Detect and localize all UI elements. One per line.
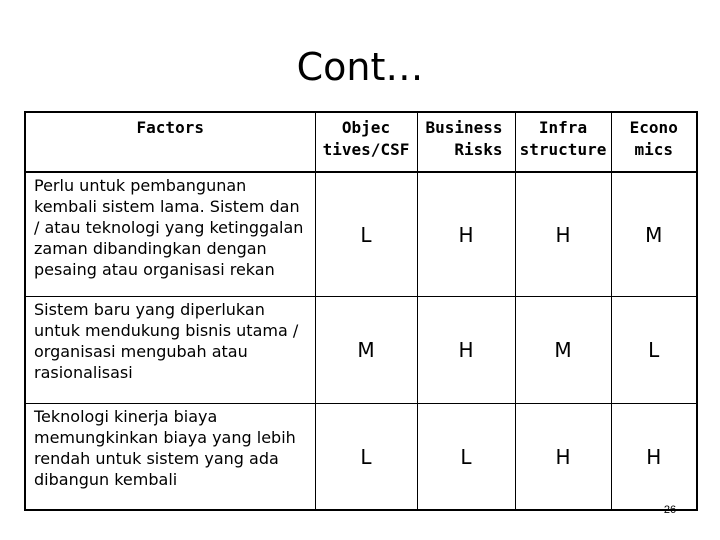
rating-infrastructure: H — [515, 404, 611, 511]
rating-economics: H — [611, 404, 697, 511]
slide-title: Cont… — [296, 45, 424, 89]
factors-table — [24, 111, 698, 511]
rating-economics: L — [611, 297, 697, 404]
header-objectives — [315, 112, 417, 172]
rating-economics: M — [611, 172, 697, 297]
table-row — [25, 172, 697, 297]
header-business-risks — [417, 112, 515, 172]
header-economics-line2: mics — [634, 140, 674, 159]
rating-objectives: M — [315, 297, 417, 404]
rating-business-risks: H — [417, 172, 515, 297]
factor-cell: Sistem baru yang diperlukan untuk mendukung bisnis utama / organisasi mengubah atau rasionalisasi — [25, 297, 315, 404]
page-number: 26 — [663, 504, 677, 516]
header-business-risks-line2: Risks — [454, 140, 503, 159]
header-economics — [611, 112, 697, 172]
header-infrastructure-line1: Infra — [538, 118, 588, 137]
header-objectives-line2: tives/CSF — [322, 140, 410, 159]
header-objectives-line1: Objec — [341, 118, 391, 137]
rating-business-risks: H — [417, 297, 515, 404]
rating-objectives: L — [315, 172, 417, 297]
rating-business-risks: L — [417, 404, 515, 511]
factor-cell: Perlu untuk pembangunan kembali sistem lama. Sistem dan / atau teknologi yang ketinggalan zaman dibandingkan dengan pesaing atau organisasi rekan — [25, 172, 315, 297]
header-economics-line1: Econo — [629, 118, 678, 137]
header-factors: Factors — [25, 112, 315, 172]
rating-infrastructure: H — [515, 172, 611, 297]
header-business-risks-line1: Business — [425, 118, 503, 137]
rating-objectives: L — [315, 404, 417, 511]
table-row — [25, 297, 697, 404]
header-infrastructure — [515, 112, 611, 172]
table-row — [25, 404, 697, 511]
table-header-row — [25, 112, 697, 172]
rating-infrastructure: M — [515, 297, 611, 404]
factor-cell: Teknologi kinerja biaya memungkinkan biaya yang lebih rendah untuk sistem yang ada dibangun kembali — [25, 404, 315, 511]
header-infrastructure-line2: structure — [519, 140, 607, 159]
